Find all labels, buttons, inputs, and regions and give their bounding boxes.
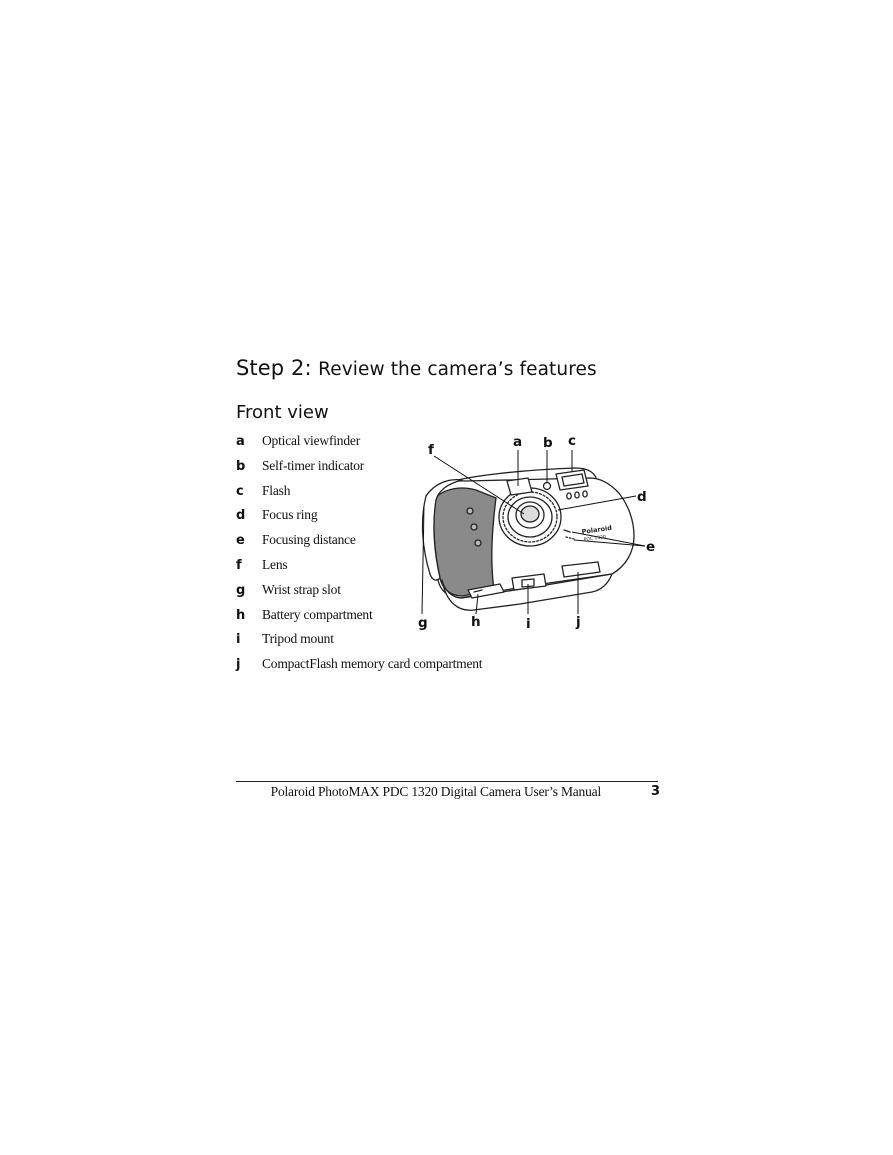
feature-label: Wrist strap slot: [262, 581, 341, 597]
feature-label: Focusing distance: [262, 532, 356, 548]
feature-label: Focus ring: [262, 507, 318, 523]
feature-key: b: [236, 458, 246, 474]
footer-manual-title: Polaroid PhotoMAX PDC 1320 Digital Camera User’s Manual: [270, 784, 601, 799]
feature-key: c: [236, 483, 244, 499]
callout-j: j: [576, 614, 581, 630]
step-title-text: Review the camera’s features: [318, 359, 597, 380]
callout-c: c: [568, 433, 577, 449]
callout-b: b: [543, 435, 553, 451]
footer-rule: [236, 781, 658, 782]
feature-key: g: [236, 582, 246, 598]
section-title: Front view: [236, 402, 329, 423]
feature-label: Flash: [262, 482, 291, 498]
camera-model-text: PDC 1320: [583, 534, 607, 543]
feature-key: i: [236, 632, 241, 648]
callout-g: g: [418, 615, 428, 631]
feature-key: d: [236, 508, 246, 524]
feature-key: f: [236, 557, 242, 573]
callout-d: d: [637, 489, 647, 505]
feature-label: Tripod mount: [262, 631, 334, 647]
callout-f: f: [428, 442, 434, 458]
feature-key: a: [236, 434, 245, 449]
feature-label: Lens: [262, 556, 288, 572]
callout-h: h: [471, 614, 481, 630]
feature-label: Self-timer indicator: [262, 457, 365, 473]
callout-e: e: [646, 539, 656, 555]
feature-key: j: [236, 657, 241, 673]
step-number: Step 2:: [236, 356, 312, 380]
page-number: 3: [651, 784, 661, 799]
feature-label: Optical viewfinder: [262, 433, 360, 448]
feature-label: Battery compartment: [262, 606, 373, 622]
feature-key: h: [236, 607, 246, 623]
callout-a: a: [513, 434, 523, 450]
feature-key: e: [236, 533, 245, 549]
callout-i: i: [526, 616, 531, 632]
feature-label: CompactFlash memory card compartment: [262, 656, 483, 672]
camera-brand-text: Polaroid: [581, 523, 613, 536]
